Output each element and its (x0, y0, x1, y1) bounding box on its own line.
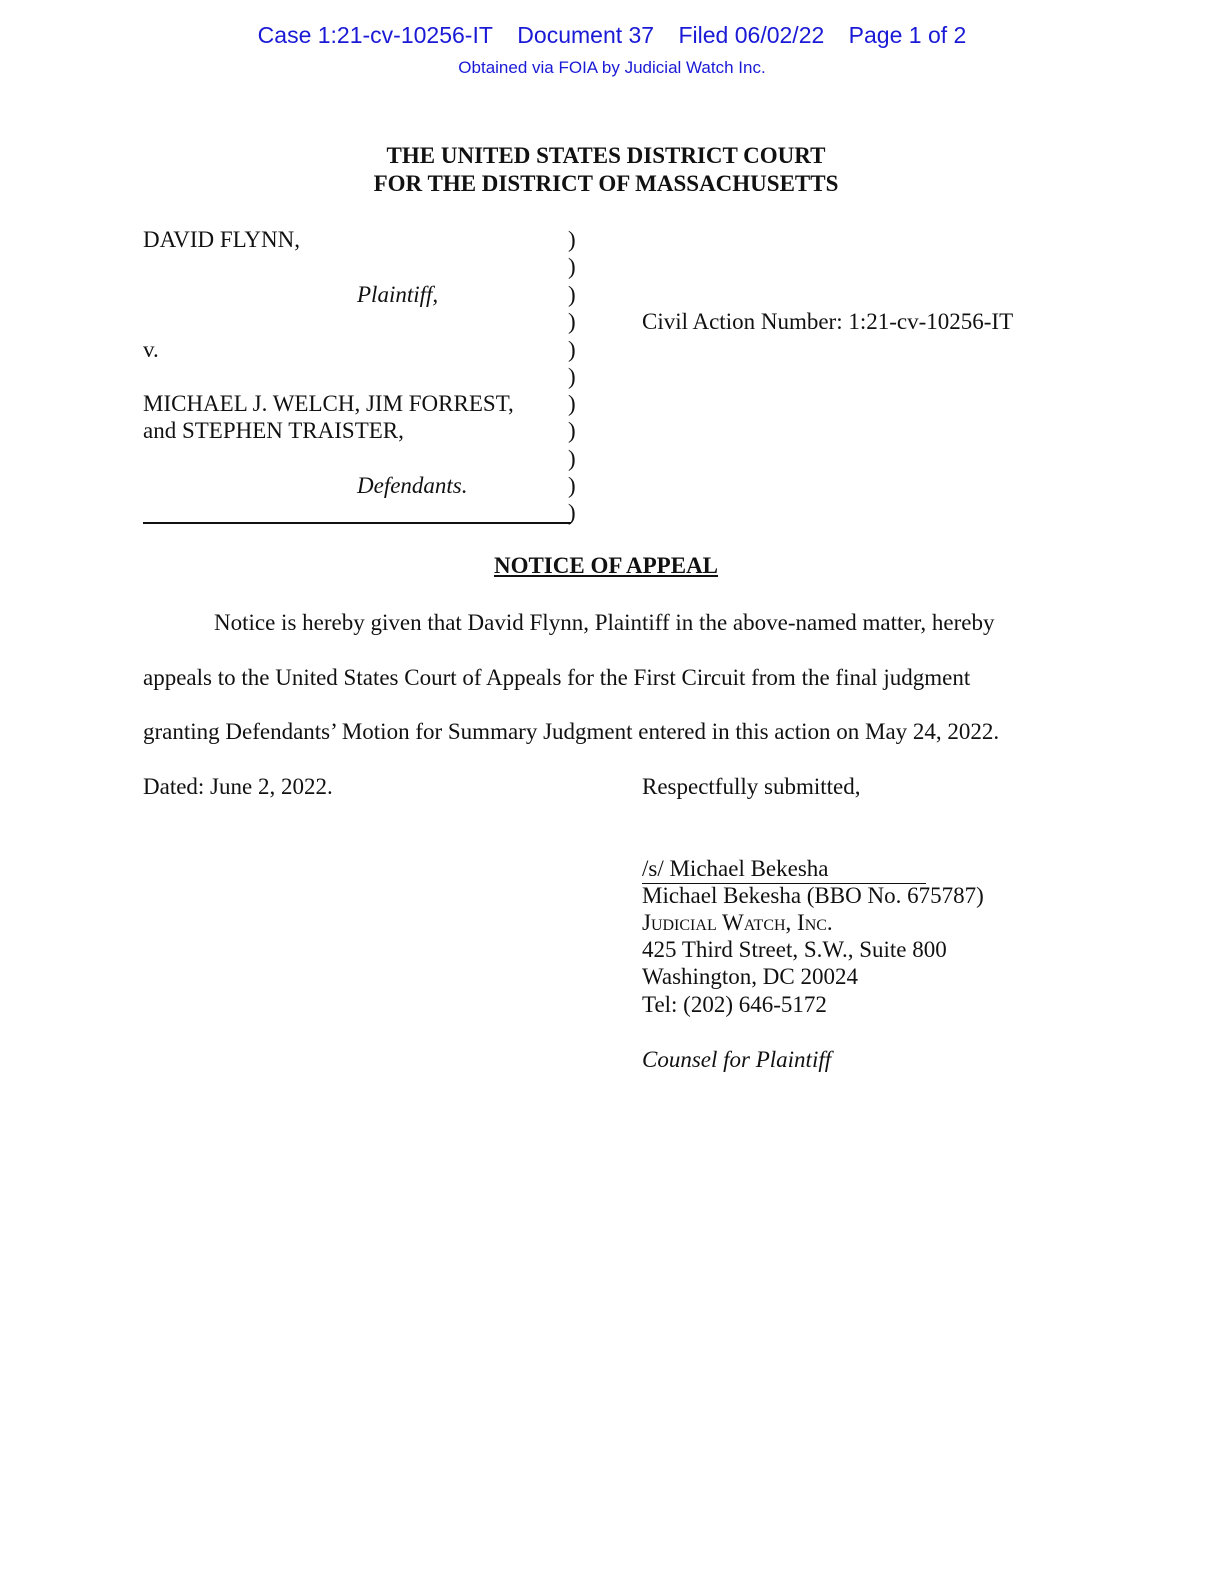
body-line-2: appeals to the United States Court of Appeals for the First Circuit from the final judgment (143, 665, 971, 690)
filed-date: Filed 06/02/22 (678, 22, 825, 48)
closing: Respectfully submitted, (642, 774, 861, 799)
foia-source: Obtained via FOIA by Judicial Watch Inc. (458, 58, 766, 77)
caption-paren: ) (568, 473, 576, 498)
caption-paren: ) (568, 309, 576, 334)
case-number: Case 1:21-cv-10256-IT (257, 22, 493, 48)
defendants-role: Defendants. (357, 473, 468, 498)
caption-paren: ) (568, 282, 576, 307)
address-line1: 425 Third Street, S.W., Suite 800 (642, 937, 947, 962)
caption-paren: ) (568, 446, 576, 471)
civil-action-number: Civil Action Number: 1:21-cv-10256-IT (642, 309, 1014, 334)
caption-paren: ) (568, 254, 576, 279)
firm-name: Judicial Watch, Inc. (642, 910, 833, 935)
dated-line: Dated: June 2, 2022. (143, 774, 333, 799)
telephone: Tel: (202) 646-5172 (642, 992, 827, 1017)
body-line-3: granting Defendants’ Motion for Summary Judgment entered in this action on May 24, 2022. (143, 719, 1000, 744)
plaintiff-name: DAVID FLYNN, (143, 227, 301, 252)
caption-paren: ) (568, 500, 576, 525)
caption-paren: ) (568, 364, 576, 389)
court-name-line1: THE UNITED STATES DISTRICT COURT (386, 143, 826, 168)
signature-line (642, 856, 926, 884)
body-line-1: Notice is hereby given that David Flynn, Plaintiff in the above-named matter, hereby (214, 610, 995, 635)
caption-paren: ) (568, 418, 576, 443)
caption-paren: ) (568, 227, 576, 252)
electronic-signature: /s/ Michael Bekesha (642, 856, 926, 884)
caption-paren: ) (568, 337, 576, 362)
caption-paren: ) (568, 391, 576, 416)
filing-stamp (0, 22, 1224, 49)
defendants-line1: MICHAEL J. WELCH, JIM FORREST, (143, 391, 514, 416)
defendants-line2: and STEPHEN TRAISTER, (143, 418, 404, 443)
counsel-role: Counsel for Plaintiff (642, 1047, 832, 1072)
caption-rule (143, 522, 571, 524)
page-indicator: Page 1 of 2 (848, 22, 967, 48)
plaintiff-role: Plaintiff, (357, 282, 439, 307)
document-title: NOTICE OF APPEAL (493, 553, 719, 578)
address-line2: Washington, DC 20024 (642, 964, 859, 989)
court-name-line2: FOR THE DISTRICT OF MASSACHUSETTS (373, 171, 839, 196)
document-number: Document 37 (517, 22, 655, 48)
versus: v. (143, 337, 159, 362)
attorney-name: Michael Bekesha (BBO No. 675787) (642, 883, 984, 908)
